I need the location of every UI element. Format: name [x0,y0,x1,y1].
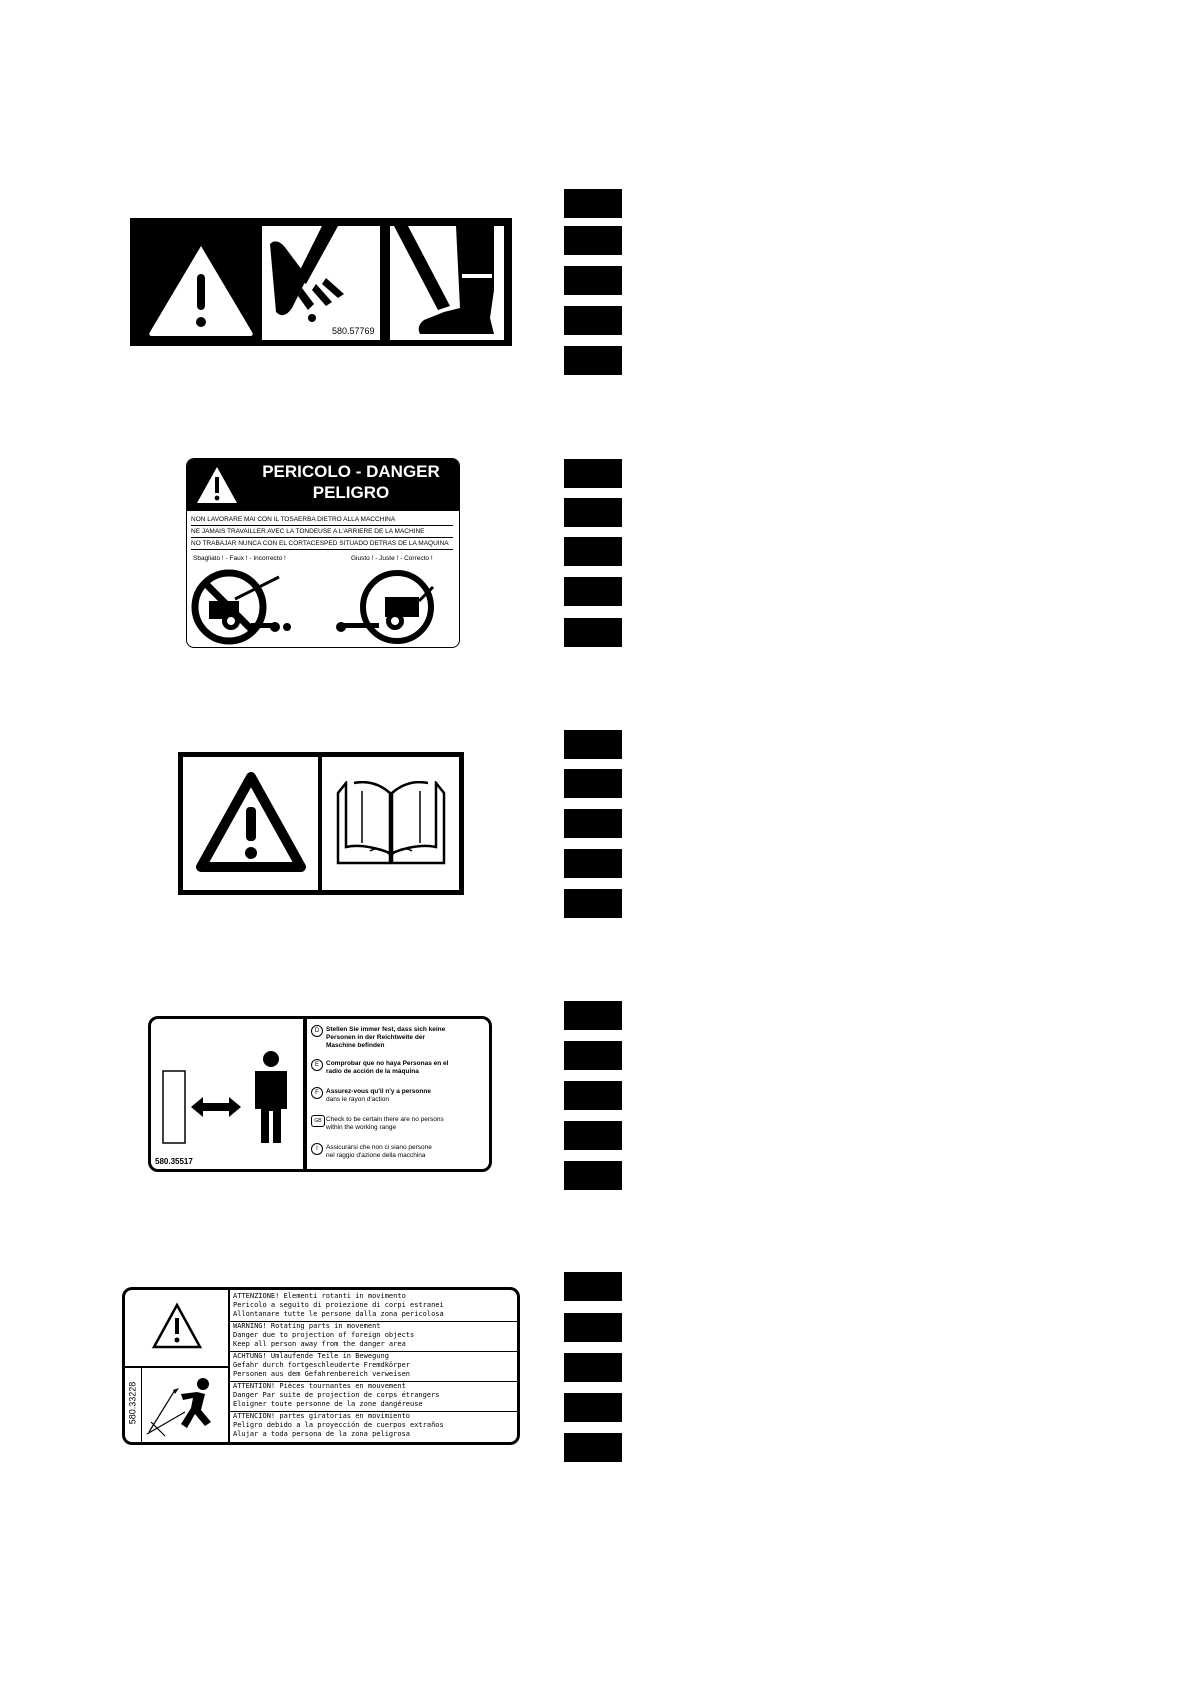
entry-text: dans le rayon d'action [326,1096,390,1103]
danger-line-1: NON LAVORARE MAI CON IL TOSAERBA DIETRO ALLA MACCHINA [191,516,396,523]
warning-line: Eloigner toute personne de la zone dangéreuse [233,1400,423,1408]
entry-gb [311,1115,491,1139]
label-code: 580.57769 [332,326,375,336]
entry-text: Stellen Sie immer fest, dass sich keine [326,1026,446,1033]
marker-4-5 [564,1161,622,1190]
label-working-range [148,1016,492,1172]
marker-5-5 [564,1433,622,1462]
wrong-caption: Sbagliato ! - Faux ! - Incorrecto ! [193,555,286,562]
divider [191,525,453,526]
warning-block-es [233,1412,517,1439]
warning-block-de [233,1352,517,1379]
label-hand-foot [130,218,512,346]
entry-i [311,1143,491,1167]
marker-5-1 [564,1272,622,1301]
label-code: 580.35517 [155,1157,193,1166]
danger-subtitle: PELIGRO [312,483,390,502]
marker-1-1 [564,189,622,218]
book-icon [334,781,448,865]
panel-divider [303,1019,307,1169]
marker-5-2 [564,1313,622,1342]
danger-header [187,459,459,511]
entry-d [311,1025,491,1055]
entry-text: Personen in der Reichtweite der [326,1034,425,1041]
danger-title: PERICOLO - DANGER [262,462,440,481]
person-clearance-icon [159,1049,299,1145]
lang-badge: I [311,1143,323,1155]
marker-4-3 [564,1081,622,1110]
warning-line: ATTENCION! partes giratorias en movimiento [233,1412,411,1420]
label-code: 580.33228 [127,1381,138,1425]
marker-4-2 [564,1041,622,1070]
lang-badge: F [311,1087,323,1099]
warning-line: Personen aus dem Gefahrenbereich verweisen [233,1370,411,1378]
marker-3-4 [564,849,622,878]
marker-2-4 [564,577,622,606]
warning-line: Keep all person away from the danger area [233,1340,406,1348]
marker-2-1 [564,459,622,488]
manual-panel [322,757,459,890]
warning-line: ACHTUNG! Umlaufende Teile in Bewegung [233,1352,389,1360]
marker-3-3 [564,809,622,838]
label-pericolo-danger [186,458,460,648]
marker-5-3 [564,1353,622,1382]
warning-triangle-icon [151,1302,203,1350]
marker-2-5 [564,618,622,647]
warning-line: ATTENZIONE! Elementi rotanti in movimento [233,1292,406,1300]
entry-f [311,1087,491,1111]
entry-text: Check to be certain there are no persons [326,1116,444,1123]
entry-text: Maschine befinden [326,1042,385,1049]
entry-text: within the working range [326,1124,397,1131]
lang-badge: E [311,1059,323,1071]
entry-text: nel raggio d'azione della macchina [326,1152,426,1159]
warning-line: Peligro debido a la proyección de cuerpos extraños [233,1421,444,1429]
warning-block-fr [233,1382,517,1409]
marker-3-1 [564,730,622,759]
warning-line: Gefahr durch fortgeschleuderte Fremdkörper [233,1361,411,1369]
thrown-object-icon [145,1372,225,1438]
warning-line: Allontanare tutte le persone dalla zona pericolosa [233,1310,444,1318]
entry-text: radio de acción de la máquina [326,1068,419,1075]
icon-divider [228,1290,230,1442]
danger-line-3: NO TRABAJAR NUNCA CON EL CORTACESPED SITUADO DETRAS DE LA MAQUINA [191,540,449,547]
warning-block-en [233,1322,517,1349]
marker-1-3 [564,266,622,295]
warning-line: Pericolo a seguito di proiezione di corpi estranei [233,1301,444,1309]
lang-badge: GB [311,1115,325,1127]
marker-4-1 [564,1001,622,1030]
marker-2-2 [564,498,622,527]
label-rotating-parts [122,1287,520,1445]
warning-triangle-icon [144,240,258,340]
danger-line-2: NE JAMAIS TRAVAILLER AVEC LA TONDEUSE A L'ARRIERE DE LA MACHINE [191,528,425,535]
warning-line: Danger due to projection of foreign objects [233,1331,415,1339]
foot-cut-icon [390,226,504,340]
code-divider [141,1368,142,1442]
marker-2-3 [564,537,622,566]
label-read-manual [178,752,464,895]
wrong-mower-icon [191,563,291,645]
marker-1-2 [564,226,622,255]
right-caption: Giusto ! - Juste ! - Correcto ! [351,555,433,562]
warning-line: Danger Par suite de projection de corps étrangers [233,1391,440,1399]
warning-line: Alujar a toda persona de la zona peligrosa [233,1430,411,1438]
warning-block-it [233,1292,517,1319]
marker-4-4 [564,1121,622,1150]
marker-5-4 [564,1393,622,1422]
marker-3-5 [564,889,622,918]
warning-triangle-icon [195,465,239,505]
warning-line: ATTENTION! Pièces tournantes en mouvement [233,1382,406,1390]
divider [191,549,453,550]
lang-badge: D [311,1025,323,1037]
entry-text: Assicurarsi che non ci siano persone [326,1144,432,1151]
hand-panel [262,226,380,340]
marker-1-5 [564,346,622,375]
divider [191,537,453,538]
correct-mower-icon [335,563,435,645]
entry-text: Comprobar que no haya Personas en el [326,1060,449,1067]
entry-e [311,1059,491,1083]
marker-3-2 [564,769,622,798]
warning-triangle-icon [195,771,307,875]
foot-panel [390,226,504,340]
hand-cut-icon [262,226,380,340]
warning-line: WARNING! Rotating parts in movement [233,1322,381,1330]
entry-text: Assurez-vous qu'il n'y a personne [326,1088,431,1095]
warning-panel [183,757,318,890]
marker-1-4 [564,306,622,335]
